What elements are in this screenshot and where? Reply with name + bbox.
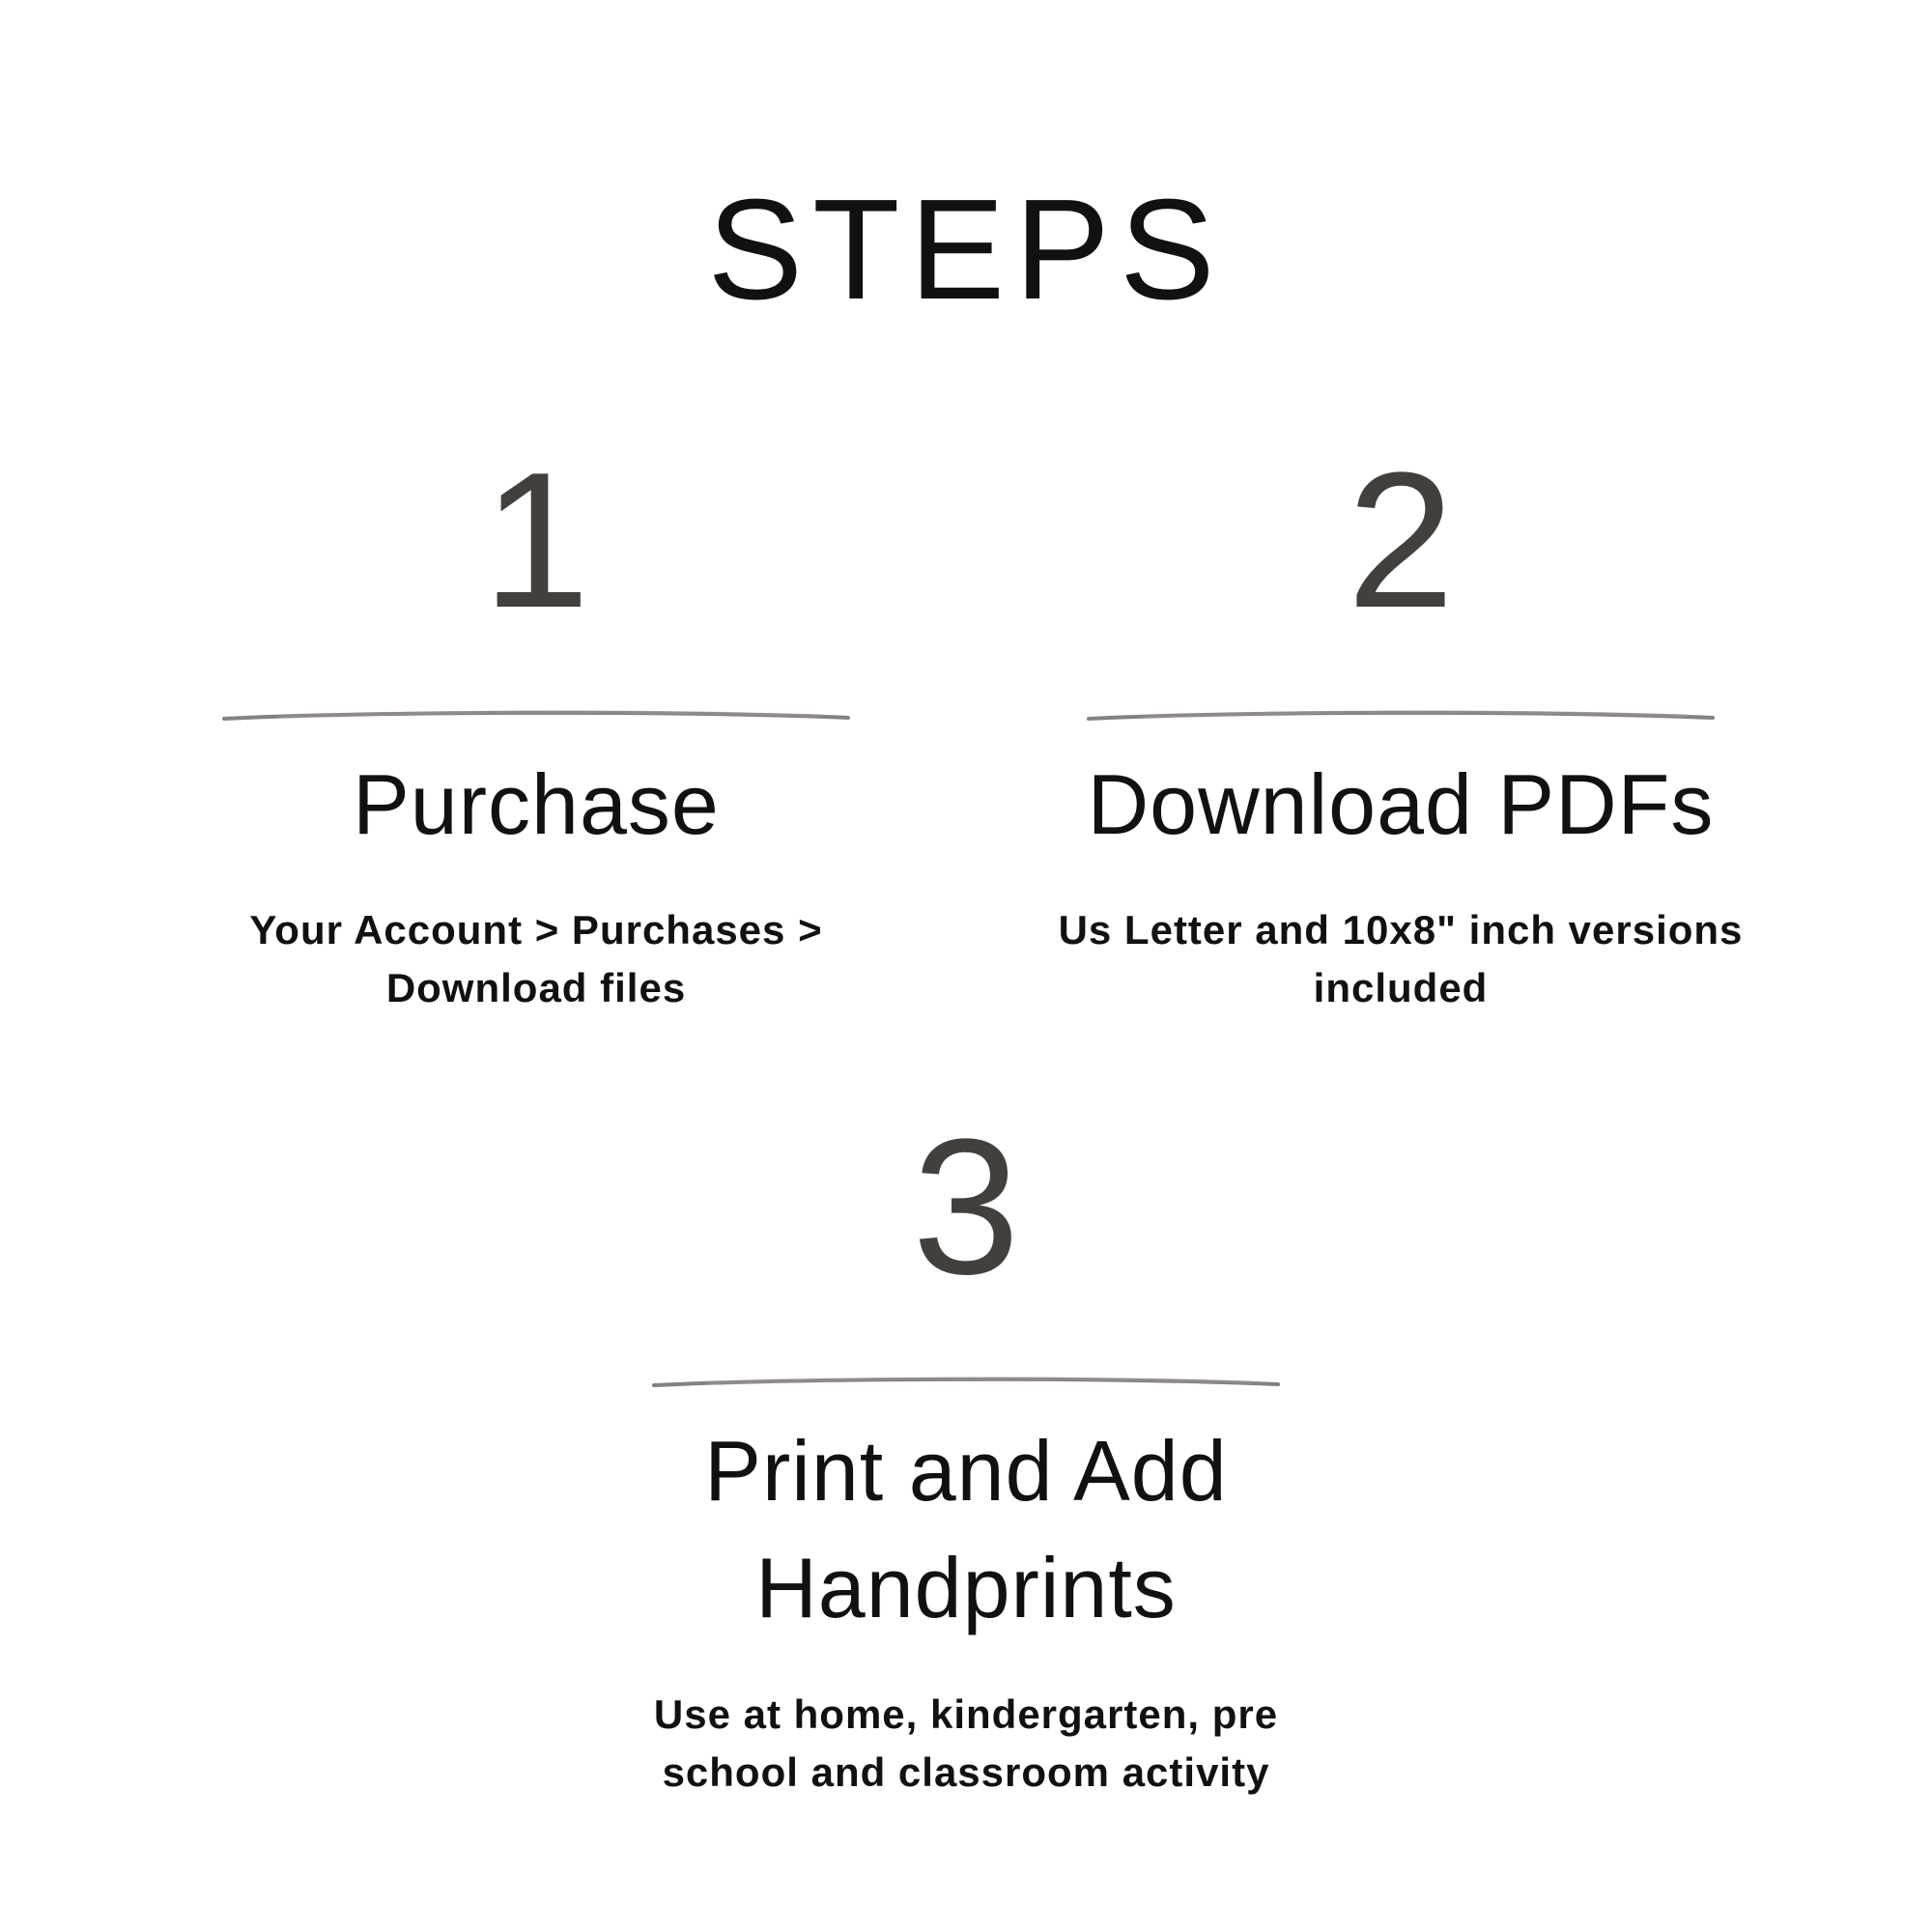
step-heading: Download PDFs <box>1087 756 1715 852</box>
step-heading: Print and Add Handprints <box>704 1423 1228 1636</box>
page-title: STEPS <box>707 170 1225 329</box>
step-3 <box>536 0 1396 1801</box>
brush-divider <box>652 1372 1280 1395</box>
step-description: Use at home, kindergarten, pre school and classroom activity <box>653 1690 1279 1795</box>
step-description: Us Letter and 10x8" inch versions included <box>1058 907 1744 1011</box>
step-heading: Purchase <box>353 756 720 852</box>
step-number: 3 <box>912 1099 1020 1315</box>
step-number: 2 <box>1347 433 1455 648</box>
step-description: Your Account > Purchases > Download files <box>249 907 823 1011</box>
step-number: 1 <box>482 433 590 648</box>
